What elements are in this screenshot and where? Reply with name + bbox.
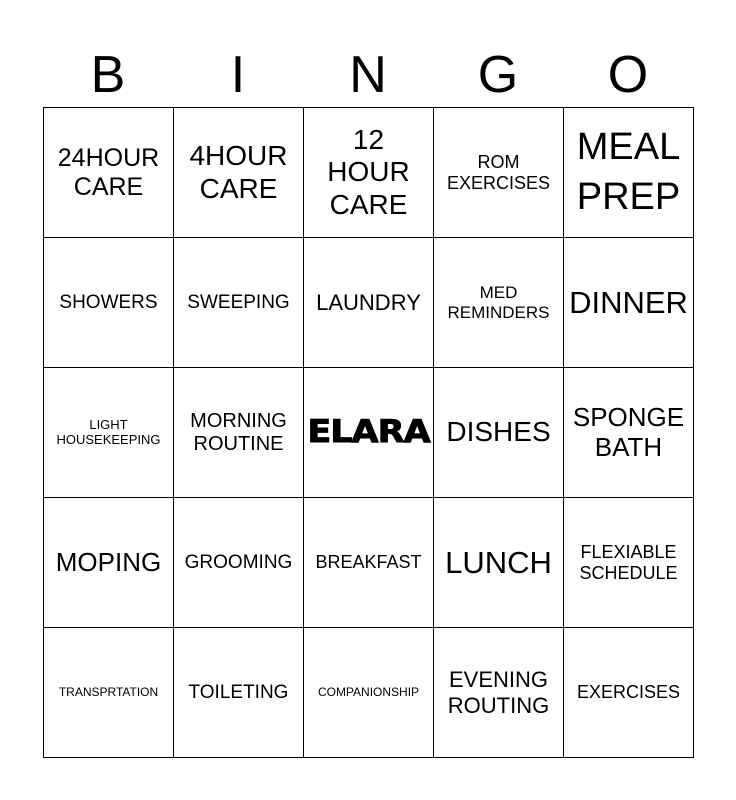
cell-text: MORNING ROUTINE [190,409,287,455]
cell-text: LUNCH [445,544,552,580]
cell-text: MED REMINDERS [447,282,550,322]
header-letter-i: I [230,46,246,104]
cell-text: TOILETING [188,681,289,703]
cell-text: EXERCISES [576,682,681,703]
bingo-cell[interactable] [44,108,174,238]
header-letter-b: B [90,46,126,104]
cell-text: SWEEPING [187,291,290,313]
bingo-cell[interactable] [304,238,434,368]
cell-text: DINNER [569,284,688,320]
cell-text: ROM EXERCISES [446,151,551,193]
bingo-cell[interactable] [304,108,434,238]
free-space-logo-cell[interactable] [304,368,434,498]
header-letter-o: O [607,46,649,104]
bingo-cell[interactable] [564,368,694,498]
cell-text: MOPING [55,546,162,577]
cell-text: MEAL PREP [576,126,681,218]
cell-text: SHOWERS [59,291,158,313]
bingo-cell[interactable] [434,628,564,758]
bingo-cell[interactable] [174,628,304,758]
bingo-cell[interactable] [44,498,174,628]
bingo-cell[interactable] [434,498,564,628]
bingo-cell[interactable] [304,498,434,628]
bingo-cell[interactable] [564,628,694,758]
bingo-cell[interactable] [174,368,304,498]
header-letter-n: N [349,46,387,104]
cell-text: TRANSPRTATION [58,684,159,699]
elara-logo: ELARA [307,414,430,451]
bingo-cell[interactable] [174,498,304,628]
cell-text: BREAKFAST [315,552,422,573]
cell-text: FLEXIABLE SCHEDULE [579,541,678,583]
cell-text: 12 HOUR CARE [327,124,410,220]
cell-text: GROOMING [184,551,293,573]
cell-text: EVENING ROUTING [447,667,550,718]
bingo-cell[interactable] [434,238,564,368]
bingo-cell[interactable] [564,108,694,238]
bingo-cell[interactable] [174,238,304,368]
cell-text: 4HOUR CARE [189,140,288,204]
bingo-board [43,107,694,758]
bingo-cell[interactable] [44,368,174,498]
bingo-cell[interactable] [174,108,304,238]
cell-text: LAUNDRY [316,289,421,315]
bingo-cell[interactable] [564,238,694,368]
cell-text: 24HOUR CARE [57,143,160,201]
cell-text: DISHES [446,416,551,448]
bingo-header [43,44,693,106]
cell-text: COMPANIONSHIP [317,684,420,699]
bingo-cell[interactable] [44,238,174,368]
bingo-cell[interactable] [434,108,564,238]
header-letter-g: G [477,46,519,104]
cell-text: SPONGE BATH [572,401,685,462]
bingo-cell[interactable] [44,628,174,758]
bingo-cell[interactable] [434,368,564,498]
cell-text: LIGHT HOUSEKEEPING [56,416,161,447]
bingo-cell[interactable] [304,628,434,758]
bingo-cell[interactable] [564,498,694,628]
